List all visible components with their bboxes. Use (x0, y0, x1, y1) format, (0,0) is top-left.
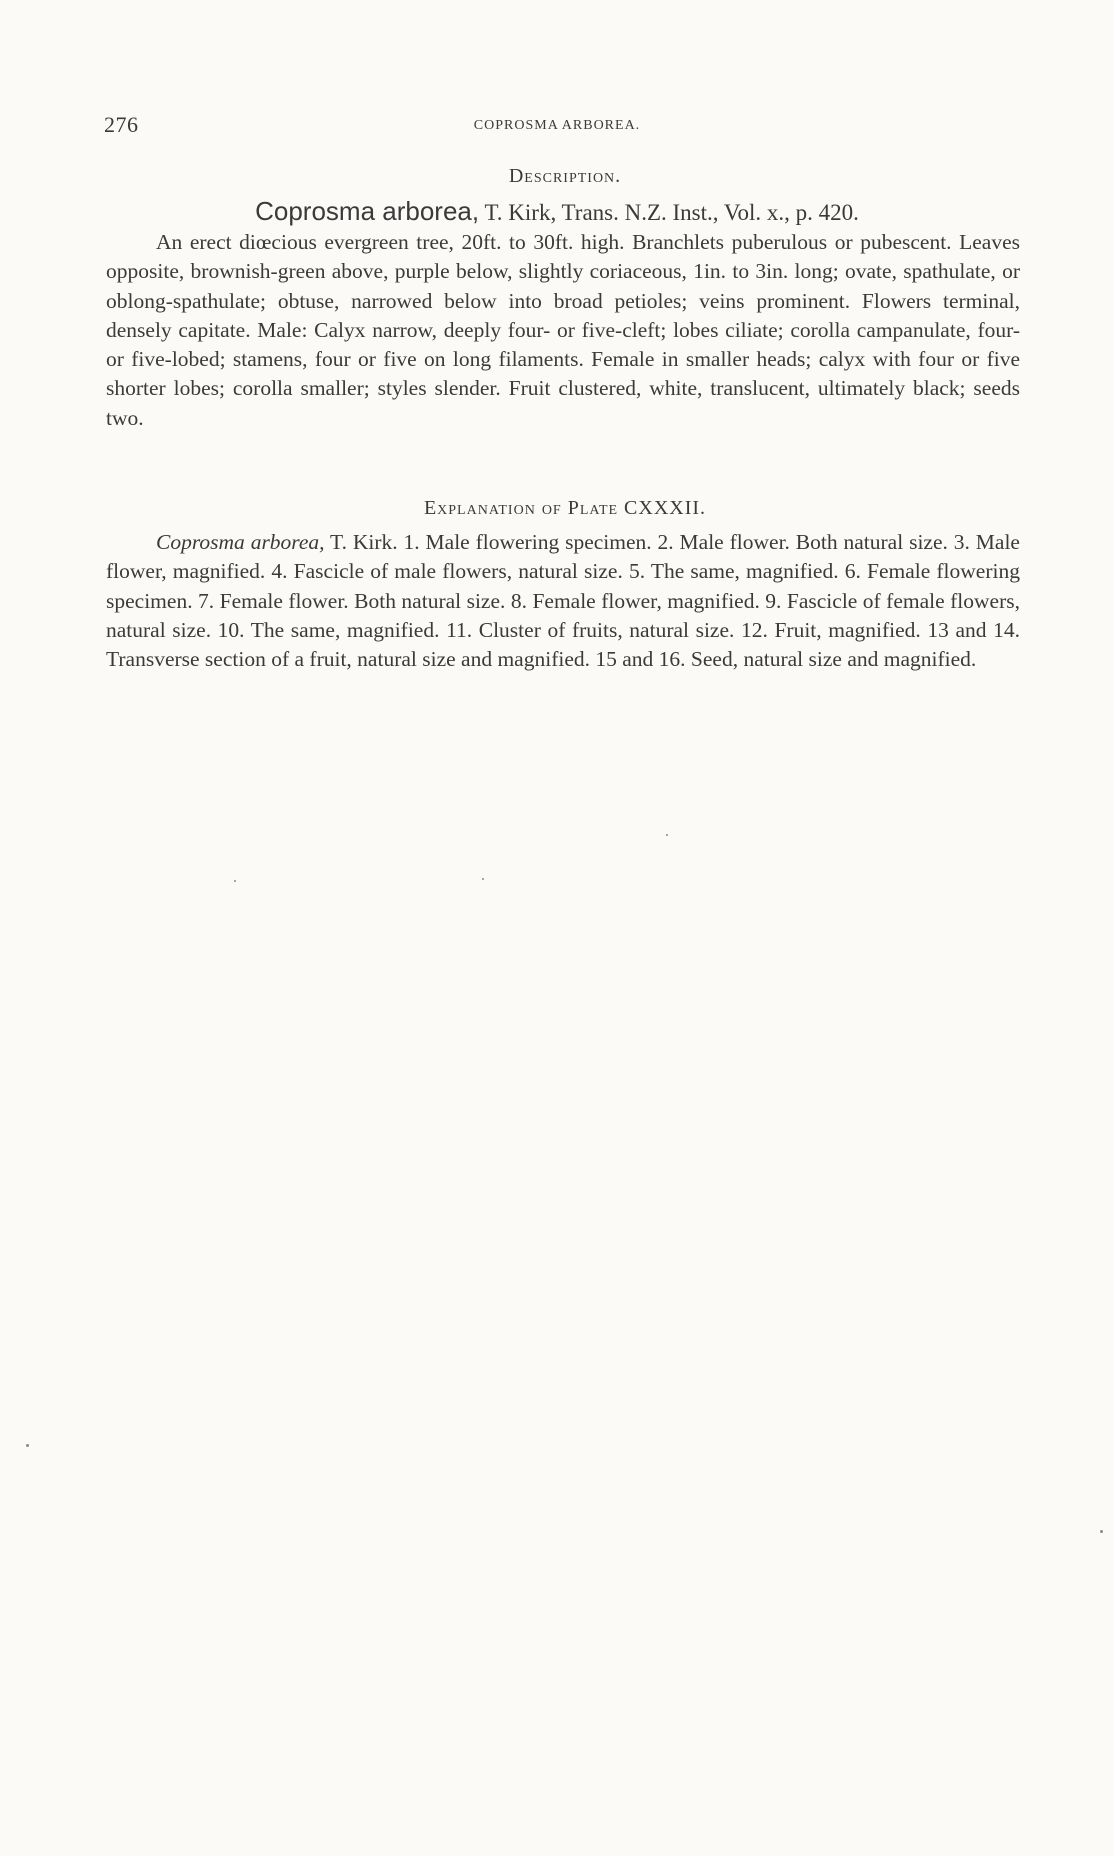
species-citation (0, 196, 1114, 227)
page-number: 276 (104, 112, 139, 137)
print-speck (482, 878, 484, 880)
citation-reference: T. Kirk, Trans. N.Z. Inst., Vol. x., p. 420. (484, 200, 859, 225)
description-paragraph: An erect diœcious evergreen tree, 20ft. to 30ft. high. Branchlets puberulous or pubescent. Leaves opposite, brownish-green above, purple below, slightly coriaceous, 1in. to 3in. long; ovate, spathulate, or oblong-spathulate; obtuse, narrowed below into broad petioles; veins prominent. Flowers terminal, densely capitate. Male: Calyx narrow, deeply four- or five-cleft; lobes ciliate; corolla campanulate, four- or five-lobed; stamens, four or five on long filaments. Female in smaller heads; calyx with four or five shorter lobes; corolla smaller; styles slender. Fruit clustered, white, translucent, ultimately black; seeds two. (106, 230, 1020, 430)
explanation-taxon: Coprosma arborea, (156, 530, 325, 554)
citation-species-name: Coprosma arborea, (255, 196, 480, 226)
explanation-paragraph (106, 528, 1020, 674)
running-head: COPROSMA ARBOREA. (473, 118, 641, 133)
print-speck (1100, 1530, 1103, 1533)
explanation-heading: Explanation of Plate CXXXII. (423, 497, 707, 519)
print-speck (234, 880, 236, 882)
explanation-text: T. Kirk. 1. Male flowering specimen. 2. Male flower. Both natural size. 3. Male flower, magnified. 4. Fascicle of male flowers, natural size. 5. The same, magnified. 6. Female flowering specimen. 7. Female flower. Both natural size. 8. Female flower, magnified. 9. Fascicle of female flowers, natural size. 10. The same, magnified. 11. Cluster of fruits, natural size. 12. Fruit, magnified. 13 and 14. Transverse section of a fruit, natural size and magnified. 15 and 16. Seed, natural size and magnified. (106, 530, 1020, 672)
print-speck (666, 834, 668, 836)
print-speck (26, 1444, 29, 1447)
description-heading: Description. (508, 165, 622, 187)
